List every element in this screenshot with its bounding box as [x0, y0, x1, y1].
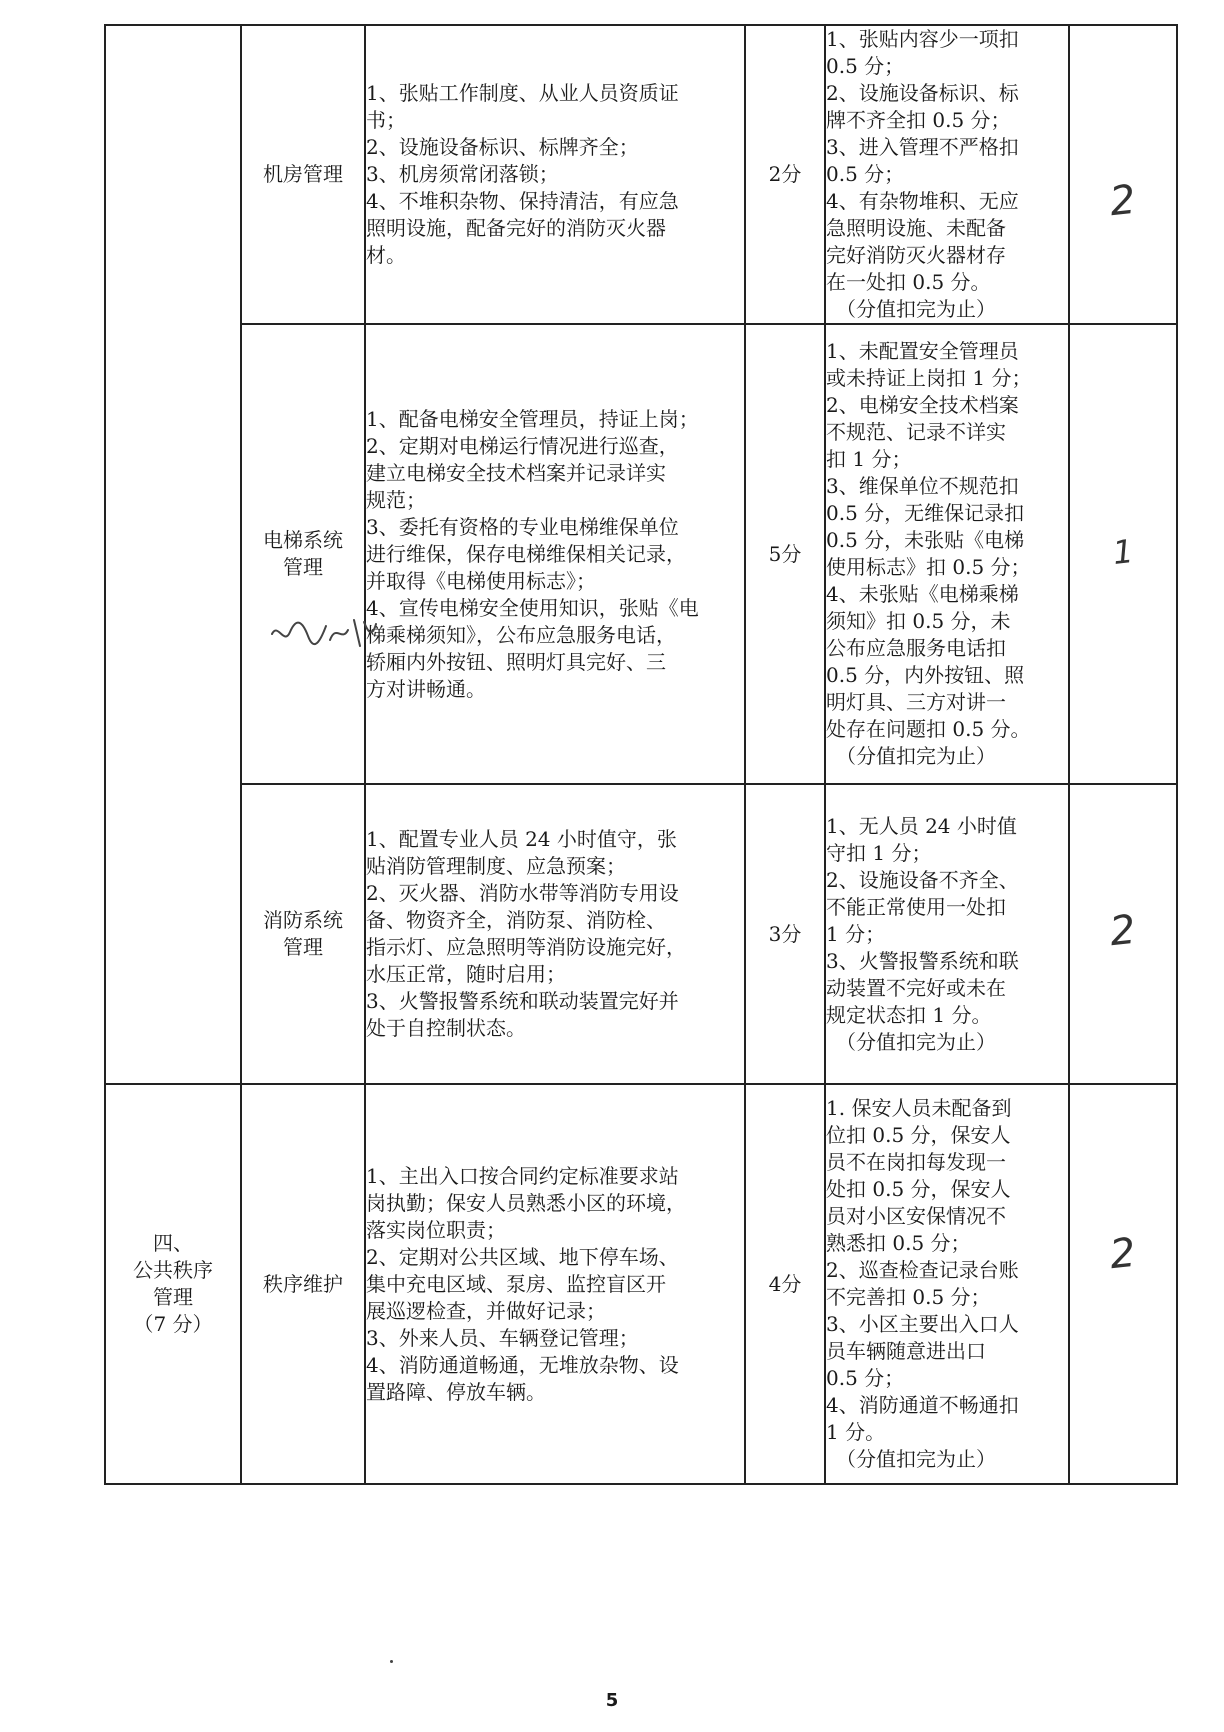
deduction-line: 1 分； — [826, 921, 886, 946]
standard-line: 备、物资齐全，消防泵、消防栓、 — [366, 908, 666, 932]
standard-line: 贴消防管理制度、应急预案； — [366, 854, 626, 878]
deduction-line: 规定状态扣 1 分。 — [826, 1002, 992, 1027]
category-label: 四、 — [153, 1231, 193, 1255]
points-value: 4分 — [768, 1271, 802, 1296]
deduction-line: 须知》扣 0.5 分，未 — [826, 609, 1011, 633]
item-cell — [241, 784, 365, 1084]
item-name: 消防系统 — [263, 908, 343, 932]
table-row — [105, 1084, 1177, 1484]
standard-line: 2、灭火器、消防水带等消防专用设 — [366, 881, 679, 905]
deduction-line: 4、未张贴《电梯乘梯 — [826, 582, 1019, 606]
category-cell — [105, 1084, 241, 1484]
item-name: 机房管理 — [263, 162, 343, 186]
standard-line: 岗执勤；保安人员熟悉小区的环境， — [366, 1190, 686, 1215]
deduction-line: （分值扣完为止） — [836, 1447, 996, 1471]
standard-line: 1、张贴工作制度、从业人员资质证 — [366, 81, 679, 105]
deduction-line: 守扣 1 分； — [826, 840, 932, 865]
deduction-line: （分值扣完为止） — [836, 297, 996, 321]
standard-line: 并取得《电梯使用标志》； — [366, 568, 596, 593]
deduction-line: 1 分。 — [826, 1420, 886, 1444]
deduction-line: 处扣 0.5 分，保安人 — [826, 1177, 1011, 1201]
standard-line: 材。 — [366, 243, 406, 267]
standard-line: 进行维保，保存电梯维保相关记录， — [366, 541, 686, 566]
standard-line: 照明设施，配备完好的消防灭火器 — [366, 216, 666, 240]
deduction-line: 牌不齐全扣 0.5 分； — [826, 108, 1011, 132]
deduction-line: 1、未配置安全管理员 — [826, 339, 1019, 363]
deduction-line: 3、维保单位不规范扣 — [826, 474, 1019, 498]
points-value: 3分 — [768, 921, 802, 946]
deduction-line: 2、电梯安全技术档案 — [826, 393, 1019, 417]
deduction-line: 0.5 分，无维保记录扣 — [826, 501, 1025, 525]
deduction-line: 3、火警报警系统和联 — [826, 948, 1019, 973]
standard-line: 落实岗位职责； — [366, 1217, 506, 1242]
deduction-line: 处存在问题扣 0.5 分。 — [826, 717, 1031, 741]
table-row — [105, 25, 1177, 324]
handwritten-scribble-mark — [268, 612, 378, 652]
deduction-line: 1、张贴内容少一项扣 — [826, 27, 1019, 51]
standard-cell — [365, 784, 745, 1084]
points-value: 2分 — [768, 162, 802, 186]
deduction-line: 员车辆随意进出口 — [826, 1339, 986, 1363]
deduction-line: 3、小区主要出入口人 — [826, 1312, 1019, 1336]
standard-line: 处于自控制状态。 — [366, 1016, 526, 1040]
standard-line: 1、主出入口按合同约定标准要求站 — [366, 1163, 679, 1188]
deduction-line: 0.5 分； — [826, 162, 905, 186]
standard-line: 书； — [366, 108, 406, 132]
deduction-line: （分值扣完为止） — [836, 1029, 996, 1054]
deduction-line: 2、设施设备标识、标 — [826, 81, 1019, 105]
item-cell — [241, 324, 365, 784]
deduction-cell — [825, 25, 1069, 324]
points-cell — [745, 784, 825, 1084]
score-cell — [1069, 784, 1177, 1084]
deduction-line: 不完善扣 0.5 分； — [826, 1285, 991, 1309]
standard-line: 集中充电区域、泵房、监控盲区开 — [366, 1271, 666, 1296]
table-row — [105, 784, 1177, 1084]
standard-line: 展巡逻检查，并做好记录； — [366, 1298, 606, 1323]
category-label: 管理 — [153, 1285, 193, 1309]
item-name: 管理 — [283, 935, 323, 959]
category-cell-continued — [105, 25, 241, 1084]
score-cell — [1069, 324, 1177, 784]
item-name: 管理 — [283, 555, 323, 579]
standard-line: 4、宣传电梯安全使用知识，张贴《电 — [366, 595, 699, 620]
category-label: 公共秩序 — [133, 1258, 213, 1282]
points-cell — [745, 324, 825, 784]
standard-cell — [365, 25, 745, 324]
evaluation-table — [104, 24, 1178, 1485]
standard-line: 置路障、停放车辆。 — [366, 1379, 546, 1404]
deduction-line: 不能正常使用一处扣 — [826, 894, 1006, 919]
standard-line: 4、消防通道畅通，无堆放杂物、设 — [366, 1352, 679, 1377]
deduction-line: 1. 保安人员未配备到 — [826, 1096, 1012, 1120]
standard-line: 梯乘梯须知》，公布应急服务电话， — [366, 622, 676, 647]
standard-line: 建立电梯安全技术档案并记录详实 — [366, 460, 666, 485]
deduction-line: 位扣 0.5 分，保安人 — [826, 1123, 1011, 1147]
points-value: 5分 — [768, 541, 802, 566]
deduction-line: 熟悉扣 0.5 分； — [826, 1231, 971, 1255]
points-cell — [745, 25, 825, 324]
standard-line: 4、不堆积杂物、保持清洁，有应急 — [366, 189, 679, 213]
deduction-line: （分值扣完为止） — [836, 744, 996, 768]
item-name: 秩序维护 — [263, 1271, 343, 1296]
standard-line: 轿厢内外按钮、照明灯具完好、三 — [366, 649, 666, 674]
deduction-cell — [825, 784, 1069, 1084]
deduction-line: 急照明设施、未配备 — [826, 216, 1006, 240]
table-row — [105, 324, 1177, 784]
standard-line: 规范； — [366, 487, 426, 512]
standard-line: 2、定期对电梯运行情况进行巡查， — [366, 433, 679, 458]
deduction-line: 4、有杂物堆积、无应 — [826, 189, 1019, 213]
handwritten-score: 2 — [1107, 1229, 1139, 1278]
deduction-line: 4、消防通道不畅通扣 — [826, 1393, 1019, 1417]
deduction-line: 在一处扣 0.5 分。 — [826, 270, 991, 294]
deduction-line: 或未持证上岗扣 1 分； — [826, 366, 1032, 390]
standard-line: 2、定期对公共区域、地下停车场、 — [366, 1244, 679, 1269]
deduction-line: 公布应急服务电话扣 — [826, 636, 1006, 660]
deduction-line: 明灯具、三方对讲一 — [826, 690, 1006, 714]
deduction-cell — [825, 324, 1069, 784]
deduction-line: 1、无人员 24 小时值 — [826, 813, 1017, 838]
deduction-line: 0.5 分，内外按钮、照 — [826, 663, 1025, 687]
standard-line: 方对讲畅通。 — [366, 676, 486, 701]
handwritten-score: 2 — [1107, 906, 1139, 955]
standard-cell — [365, 324, 745, 784]
standard-line: 3、机房须常闭落锁； — [366, 162, 559, 186]
deduction-line: 扣 1 分； — [826, 447, 912, 471]
item-name: 电梯系统 — [263, 528, 343, 552]
deduction-line: 员对小区安保情况不 — [826, 1204, 1006, 1228]
standard-cell — [365, 1084, 745, 1484]
standard-line: 1、配置专业人员 24 小时值守，张 — [366, 827, 677, 851]
deduction-line: 使用标志》扣 0.5 分； — [826, 555, 1031, 579]
deduction-line: 完好消防灭火器材存 — [826, 243, 1006, 267]
deduction-cell — [825, 1084, 1069, 1484]
deduction-line: 动装置不完好或未在 — [826, 975, 1006, 1000]
page-number: 5 — [605, 1690, 619, 1711]
deduction-line: 员不在岗扣每发现一 — [826, 1150, 1006, 1174]
item-cell — [241, 25, 365, 324]
standard-line: 3、外来人员、车辆登记管理； — [366, 1325, 639, 1350]
standard-line: 3、委托有资格的专业电梯维保单位 — [366, 514, 679, 539]
scan-speck — [390, 1660, 393, 1663]
points-cell — [745, 1084, 825, 1484]
deduction-line: 0.5 分； — [826, 54, 905, 78]
standard-line: 水压正常，随时启用； — [366, 962, 566, 986]
deduction-line: 2、设施设备不齐全、 — [826, 867, 1019, 892]
score-cell — [1069, 1084, 1177, 1484]
standard-line: 指示灯、应急照明等消防设施完好， — [366, 935, 686, 959]
handwritten-score: 1 — [1110, 531, 1136, 572]
deduction-line: 0.5 分，未张贴《电梯 — [826, 528, 1025, 552]
deduction-line: 3、进入管理不严格扣 — [826, 135, 1019, 159]
deduction-line: 0.5 分； — [826, 1366, 905, 1390]
handwritten-score: 2 — [1107, 176, 1139, 226]
standard-line: 3、火警报警系统和联动装置完好并 — [366, 989, 679, 1013]
standard-line: 2、设施设备标识、标牌齐全； — [366, 135, 639, 159]
item-cell — [241, 1084, 365, 1484]
score-cell — [1069, 25, 1177, 324]
standard-line: 1、配备电梯安全管理员，持证上岗； — [366, 406, 699, 431]
deduction-line: 不规范、记录不详实 — [826, 420, 1006, 444]
deduction-line: 2、巡查检查记录台账 — [826, 1258, 1019, 1282]
category-label: （7 分） — [133, 1312, 213, 1336]
